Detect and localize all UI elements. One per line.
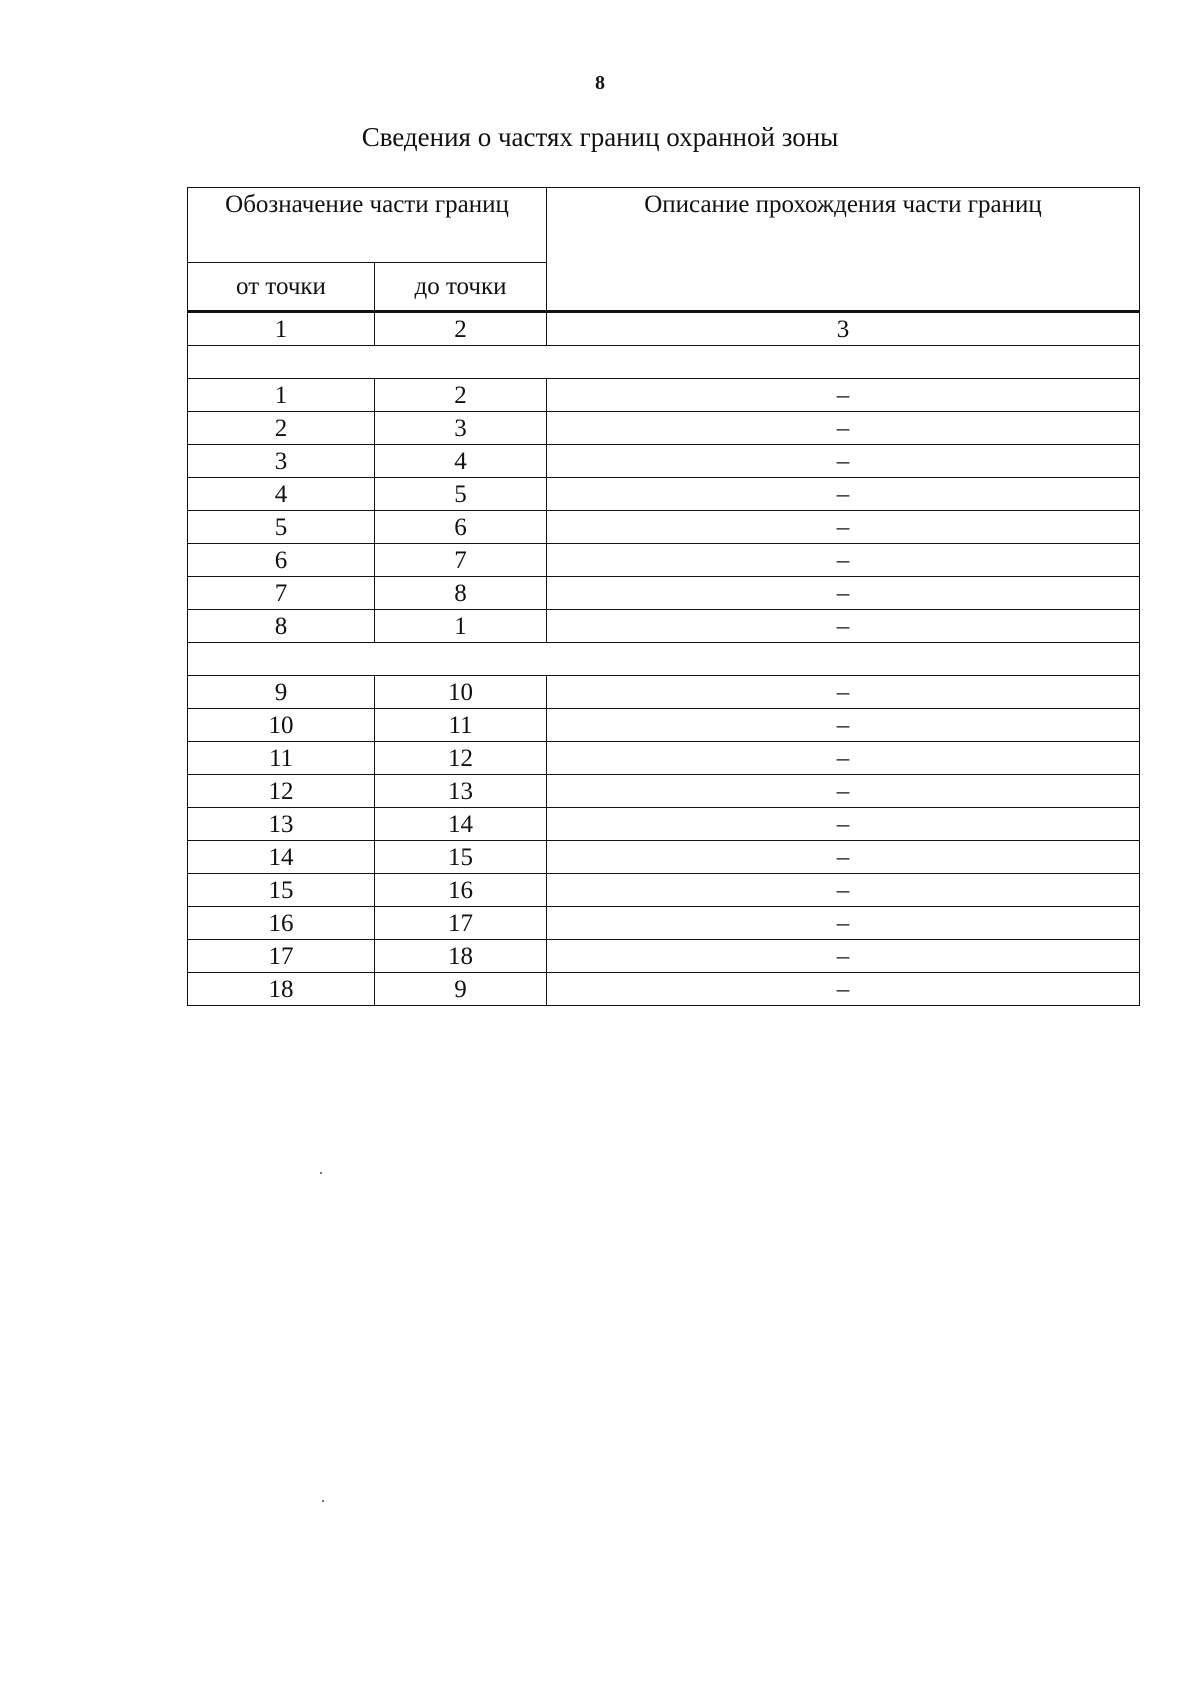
description-cell: – [547,907,1140,940]
from-point-cell: 5 [188,511,375,544]
description-cell: – [547,841,1140,874]
description-cell: – [547,577,1140,610]
to-point-cell: 17 [375,907,547,940]
table-row [188,709,1140,742]
description-cell: – [547,742,1140,775]
contour-separator-row [188,346,1140,379]
table-row [188,742,1140,775]
page-title: Сведения о частях границ охранной зоны [361,122,839,152]
table-row [188,610,1140,643]
description-cell: – [547,610,1140,643]
table-row [188,940,1140,973]
from-point-cell: 4 [188,478,375,511]
header-row [188,188,1140,263]
from-point-cell: 8 [188,610,375,643]
table-row [188,676,1140,709]
description-cell: – [547,445,1140,478]
to-point-cell: 6 [375,511,547,544]
to-point-cell: 11 [375,709,547,742]
from-point-cell: 2 [188,412,375,445]
from-point-cell: 9 [188,676,375,709]
header-from-point: от точки [188,263,375,312]
table-row [188,577,1140,610]
description-cell: – [547,676,1140,709]
table-row [188,412,1140,445]
to-point-cell: 13 [375,775,547,808]
table-row [188,775,1140,808]
column-number: 3 [547,312,1140,346]
description-cell: – [547,379,1140,412]
from-point-cell: 7 [188,577,375,610]
description-cell: – [547,940,1140,973]
table-row [188,907,1140,940]
from-point-cell: 14 [188,841,375,874]
boundary-parts-table [187,187,1140,1006]
from-point-cell: 16 [188,907,375,940]
description-cell: – [547,412,1140,445]
table-row [188,379,1140,412]
to-point-cell: 4 [375,445,547,478]
column-numbers-row [188,312,1140,346]
to-point-cell: 10 [375,676,547,709]
description-cell: – [547,808,1140,841]
table-row [188,511,1140,544]
to-point-cell: 1 [375,610,547,643]
from-point-cell: 13 [188,808,375,841]
from-point-cell: 11 [188,742,375,775]
description-cell: – [547,973,1140,1006]
table-row [188,874,1140,907]
from-point-cell: 10 [188,709,375,742]
from-point-cell: 15 [188,874,375,907]
description-cell: – [547,709,1140,742]
to-point-cell: 12 [375,742,547,775]
to-point-cell: 15 [375,841,547,874]
to-point-cell: 9 [375,973,547,1006]
from-point-cell: 17 [188,940,375,973]
table-row [188,808,1140,841]
contour-separator-row [188,643,1140,676]
page-number: 8 [595,72,605,94]
description-cell: – [547,775,1140,808]
column-number: 1 [188,312,375,346]
column-number: 2 [375,312,547,346]
scan-speck [320,1172,322,1174]
to-point-cell: 5 [375,478,547,511]
to-point-cell: 8 [375,577,547,610]
to-point-cell: 7 [375,544,547,577]
from-point-cell: 18 [188,973,375,1006]
scan-speck [322,1500,324,1502]
to-point-cell: 3 [375,412,547,445]
to-point-cell: 14 [375,808,547,841]
table-row [188,445,1140,478]
from-point-cell: 3 [188,445,375,478]
contour-separator-cell [188,643,1140,676]
description-cell: – [547,544,1140,577]
description-cell: – [547,478,1140,511]
to-point-cell: 16 [375,874,547,907]
to-point-cell: 2 [375,379,547,412]
from-point-cell: 6 [188,544,375,577]
table-row [188,478,1140,511]
header-boundary-part: Обозначение части границ [188,188,547,263]
contour-separator-cell [188,346,1140,379]
header-to-point: до точки [375,263,547,312]
header-description: Описание прохождения части границ [547,188,1140,312]
description-cell: – [547,874,1140,907]
table-row [188,544,1140,577]
to-point-cell: 18 [375,940,547,973]
description-cell: – [547,511,1140,544]
from-point-cell: 12 [188,775,375,808]
table-row [188,973,1140,1006]
table-row [188,841,1140,874]
from-point-cell: 1 [188,379,375,412]
